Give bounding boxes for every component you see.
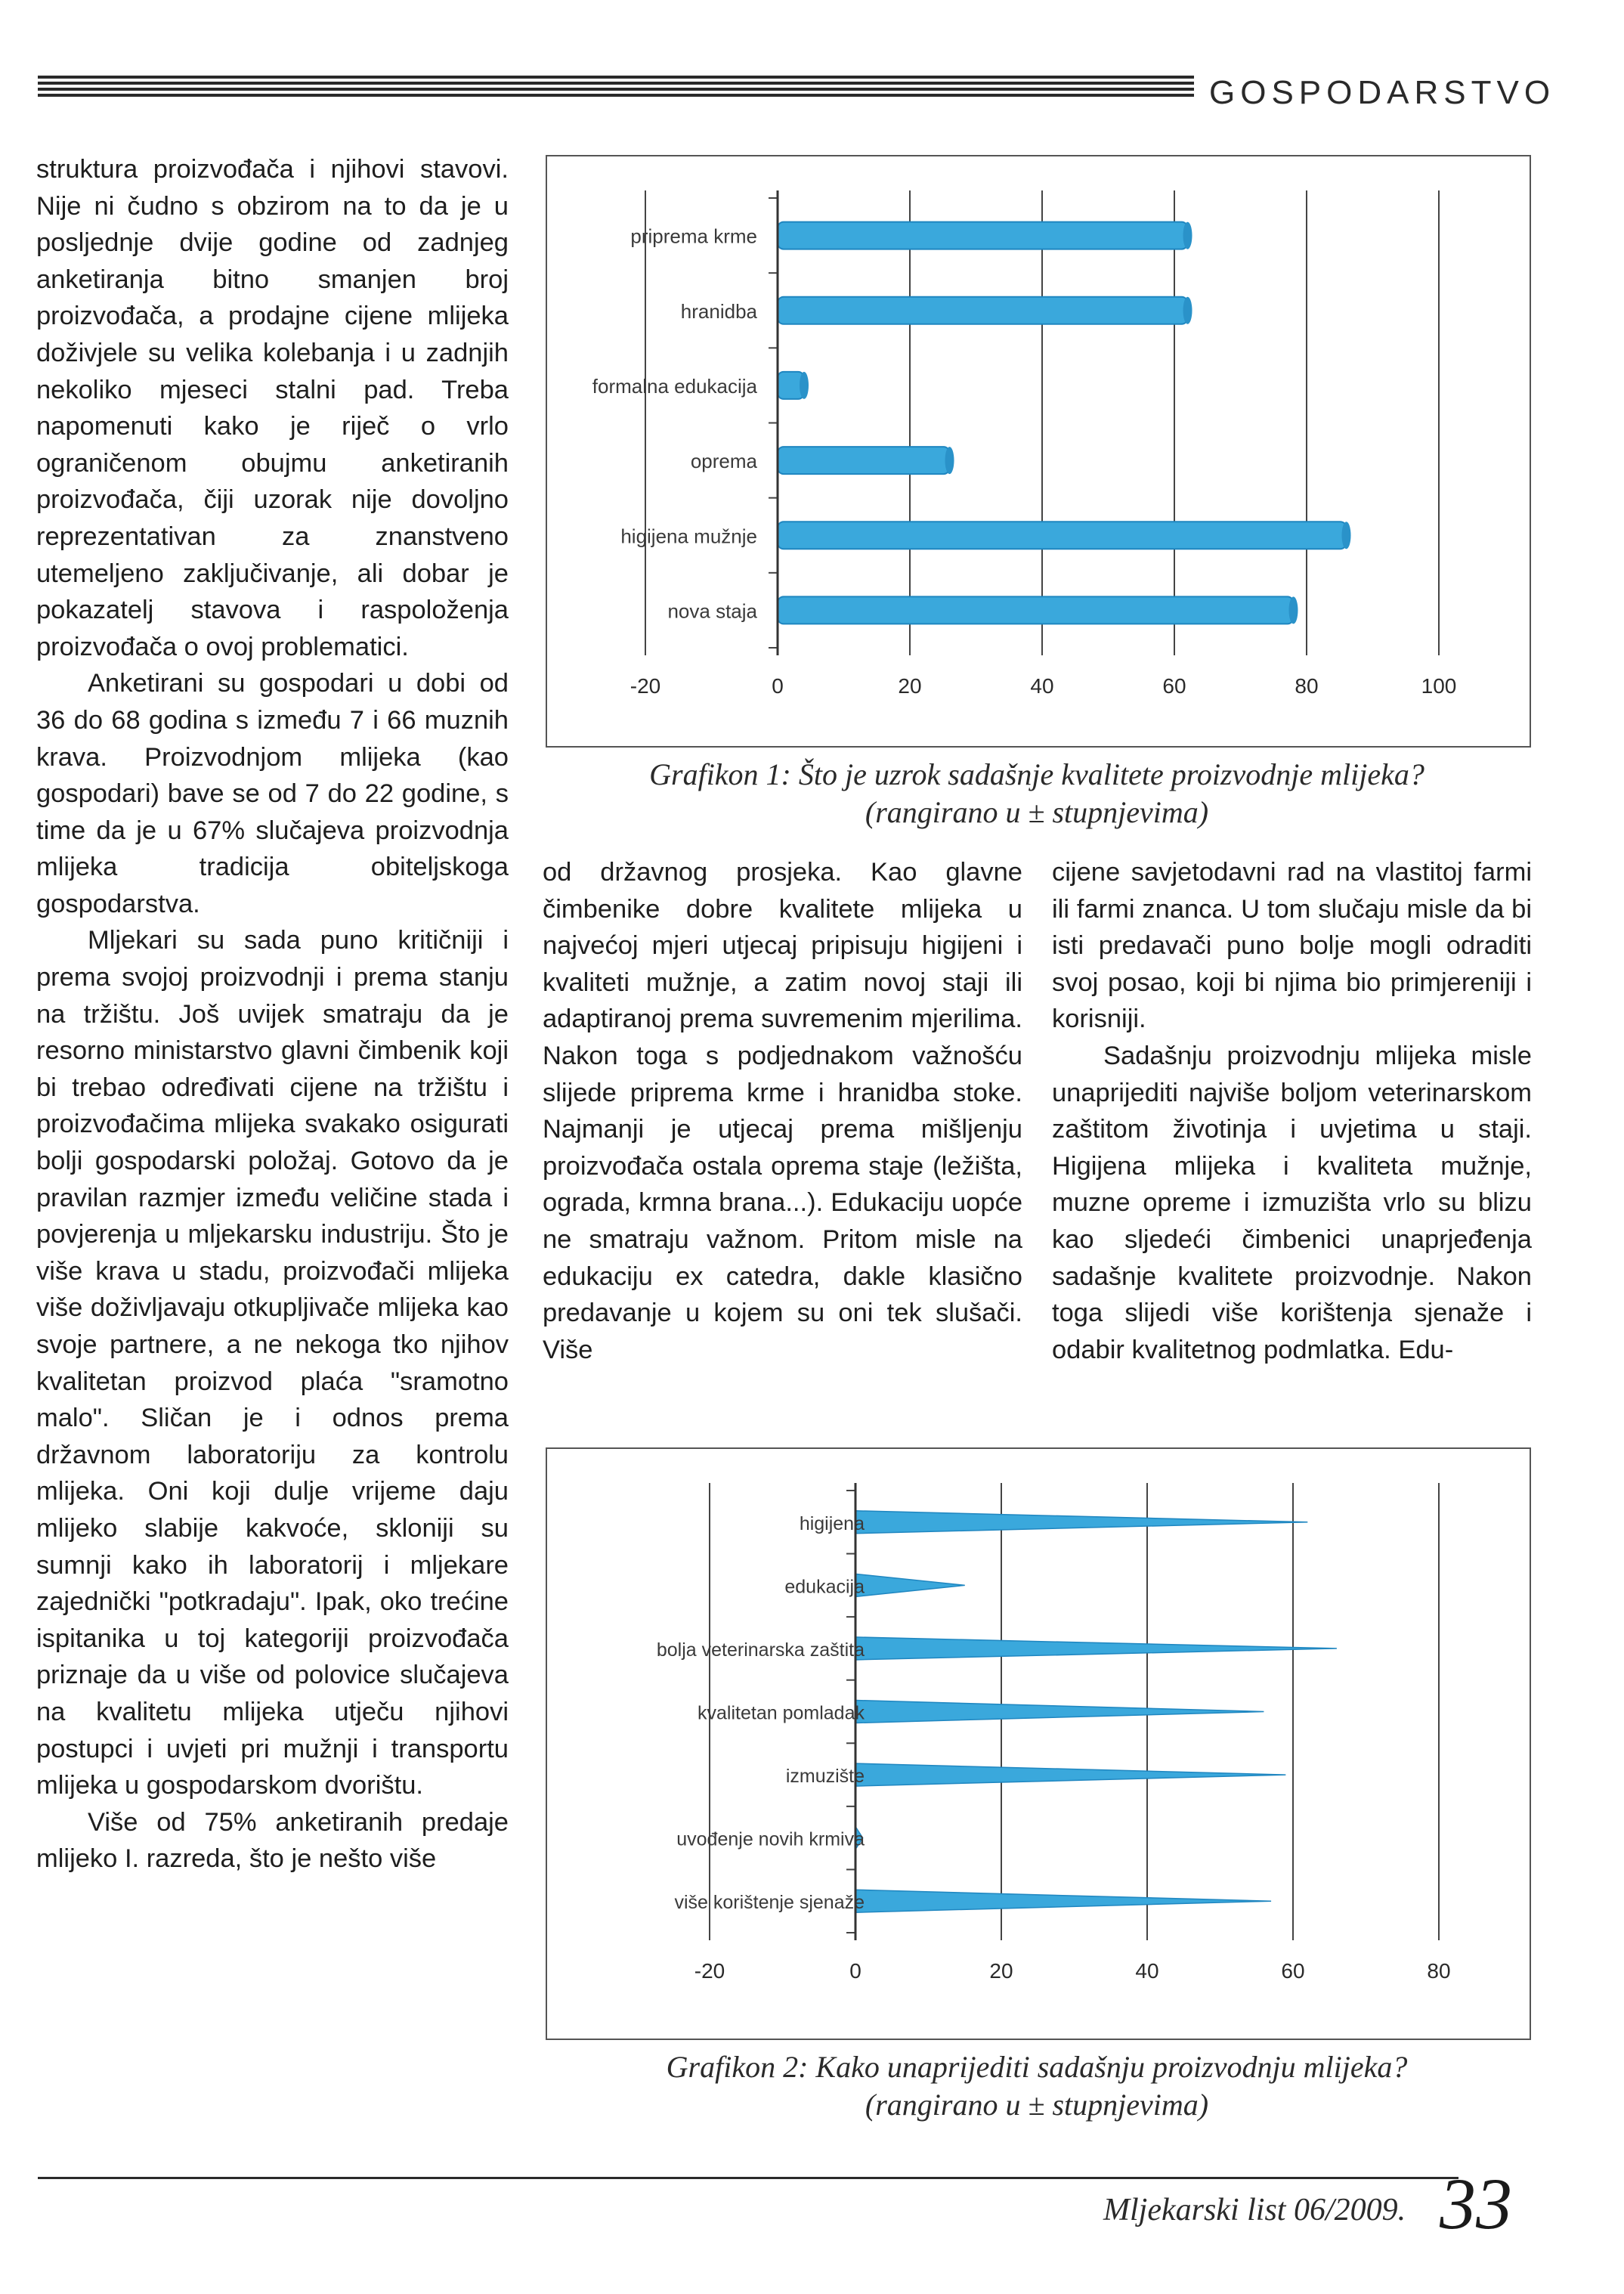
category-label: izmuzište [785,1766,865,1788]
x-tick-label: 60 [1281,1959,1305,1983]
chart-1-caption-note: (rangirano u ± stupnjevima) [865,795,1209,829]
bar [778,522,1347,549]
category-label: formalna edukacija [592,374,757,398]
x-tick-label: 0 [849,1959,861,1983]
category-label: nova staja [667,599,757,623]
bar [855,1890,1271,1912]
category-label: priprema krme [630,224,757,248]
header-rules [38,76,1194,103]
paragraph: Anketirani su gospodari u dobi od 36 do 68 godina s između 7 i 66 muznih krava. Proizvodnjom mlijeka (kao gospodari) bave se od 7 do 22 godine, s time da je u 67% slučajeva proizvodnja mlijeka tradicija obiteljskoga gospodarstva. [36,669,509,918]
category-label: uvođenje novih krmiva [676,1828,865,1850]
x-tick-label: 20 [989,1959,1013,1983]
chart-1-svg [547,156,1530,746]
bar [855,1637,1337,1660]
paragraph: od državnog prosjeka. Kao glavne čimbenike dobre kvalitete mlijeka u najvećoj mjeri utjecaj pripisuju higijeni i kvaliteti mužnje, a zatim novoj staji ili adaptiranoj prema suvremenim mjerilima. Nakon toga s podjednakom važnošću slijede priprema krme i hranidba stoke. Najmanji je utjecaj prema mišljenju proizvođača ostala oprema staje (ležišta, ograda, krmna brana...). Edukaciju uopće ne smatraju važnom. Pritom misle na edukaciju ex catedra, dakle klasično predavanje u kojem su oni tek slušači. Više [543,858,1022,1364]
category-label: bolja veterinarska zaštita [656,1639,865,1661]
paragraph: Sadašnju proizvodnju mlijeka misle unaprijediti najviše boljom veterinarskom zaštitom životinja i uvjetima u staji. Higijena mlijeka i kvaliteta mužnje, muzne opreme i izmuzišta vrlo su blizu kao sljedeći čimbenici unaprjeđenja sadašnje kvalitete proizvodnje. Nakon toga slijedi više korištenja sjenaže i odabir kvalitetnog podmlatka. Edu- [1052,1041,1532,1364]
bar [778,297,1188,324]
left-column [36,151,509,1878]
category-label: više korištenje sjenaže [674,1892,865,1914]
paragraph: cijene savjetodavni rad na vlastitoj farmi ili farmi znanca. U tom slučaju misle da bi isti predavači puno bolje mogli odraditi svoj posao, koji bi njima bio primjereniji i korisniji. [1052,858,1532,1034]
x-tick-label: 20 [898,674,922,698]
x-tick-label: -20 [629,674,661,698]
chart-1-caption [546,756,1528,831]
category-label: higijena [799,1512,865,1534]
chart-1 [546,155,1531,748]
bar-cap [1289,596,1298,624]
bar [855,1763,1285,1786]
chart-2-svg [547,1449,1530,2039]
bar [778,596,1294,624]
right-column [1052,854,1532,1368]
category-label: higijena mužnje [620,525,757,548]
x-tick-label: 0 [772,674,784,698]
category-label: hranidba [680,299,757,323]
x-tick-label: 40 [1135,1959,1159,1983]
category-label: edukacija [784,1576,865,1598]
chart-2-caption [546,2048,1528,2124]
section-title: GOSPODARSTVO [1209,74,1556,111]
x-tick-label: 100 [1421,674,1457,698]
bar [855,1574,965,1596]
bar-cap [800,372,809,399]
x-tick-label: 60 [1162,674,1186,698]
x-tick-label: 80 [1427,1959,1451,1983]
x-tick-label: 40 [1030,674,1054,698]
chart-2-caption-title: Grafikon 2: Kako unaprijediti sadašnju proizvodnju mlijeka? [666,2050,1408,2084]
page-number: 33 [1440,2163,1512,2244]
x-tick-label: -20 [694,1959,725,1983]
bar [855,1511,1307,1534]
x-tick-label: 80 [1295,674,1319,698]
middle-column [543,854,1022,1368]
paragraph: struktura proizvođača i njihovi stavovi. Nije ni čudno s obzirom na to da je u posljednje dvije godine od zadnjeg anketiranja bitno smanjen broj proizvođača, a prodajne cijene mlijeka doživjele su velika kolebanja i u zadnjih nekoliko mjeseci stalni pad. Treba napomenuti kako je riječ o vrlo ograničenom obujmu anketiranih proizvođača, čiji uzorak nije dovoljno reprezentativan za znanstveno utemeljeno zaključivanje, ali dobar je pokazatelj stavova i raspoloženja proizvođača o ovoj problematici. [36,155,509,661]
bar [778,222,1188,249]
chart-1-caption-title: Grafikon 1: Što je uzrok sadašnje kvalitete proizvodnje mlijeka? [649,757,1424,791]
journal-name: Mljekarski list 06/2009. [1103,2193,1406,2227]
chart-2-caption-note: (rangirano u ± stupnjevima) [865,2088,1209,2122]
paragraph: Mljekari su sada puno kritičniji i prema svojoj proizvodnji i prema stanju na tržištu. Još uvijek smatraju da je resorno ministarstvo glavni čimbenik koji bi trebao određivati cijene na tržištu i proizvođačima mlijeka svakako osigurati bolji gospodarski položaj. Gotovo da je pravilan razmjer između veličine stada i povjerenja u mljekarsku industriju. Što je više krava u stadu, proizvođači mlijeka više doživljavaju otkupljivače mlijeka kao svoje partnere, a ne nekoga tko njihov kvalitetan proizvod plaća "sramotno malo". Sličan je i odnos prema državnom laboratoriju za kontrolu mlijeka. Oni koji dulje vrijeme daju mlijeko slabije kakvoće, skloniji su sumnji kako ih laboratorij i mljekare zajednički "potkradaju". Ipak, oko trećine ispitanika u toj kategoriji proizvođača priznaje da u više od polovice slučajeva na kvalitetu mlijeka utječu njihovi postupci i uvjeti pri mužnji i transportu mlijeka u gospodarskom dvorištu. [36,926,509,1800]
bar [778,447,950,474]
bar-cap [1342,522,1351,549]
footer-rule [38,2177,1459,2179]
paragraph: Više od 75% anketiranih predaje mlijeko I. razreda, što je nešto više [36,1807,509,1874]
category-label: kvalitetan pomladak [698,1702,865,1724]
bar-cap [1183,222,1192,249]
bar [855,1701,1264,1723]
bar-cap [1183,297,1192,324]
chart-2 [546,1447,1531,2040]
bar-cap [945,447,954,474]
category-label: oprema [690,450,757,473]
